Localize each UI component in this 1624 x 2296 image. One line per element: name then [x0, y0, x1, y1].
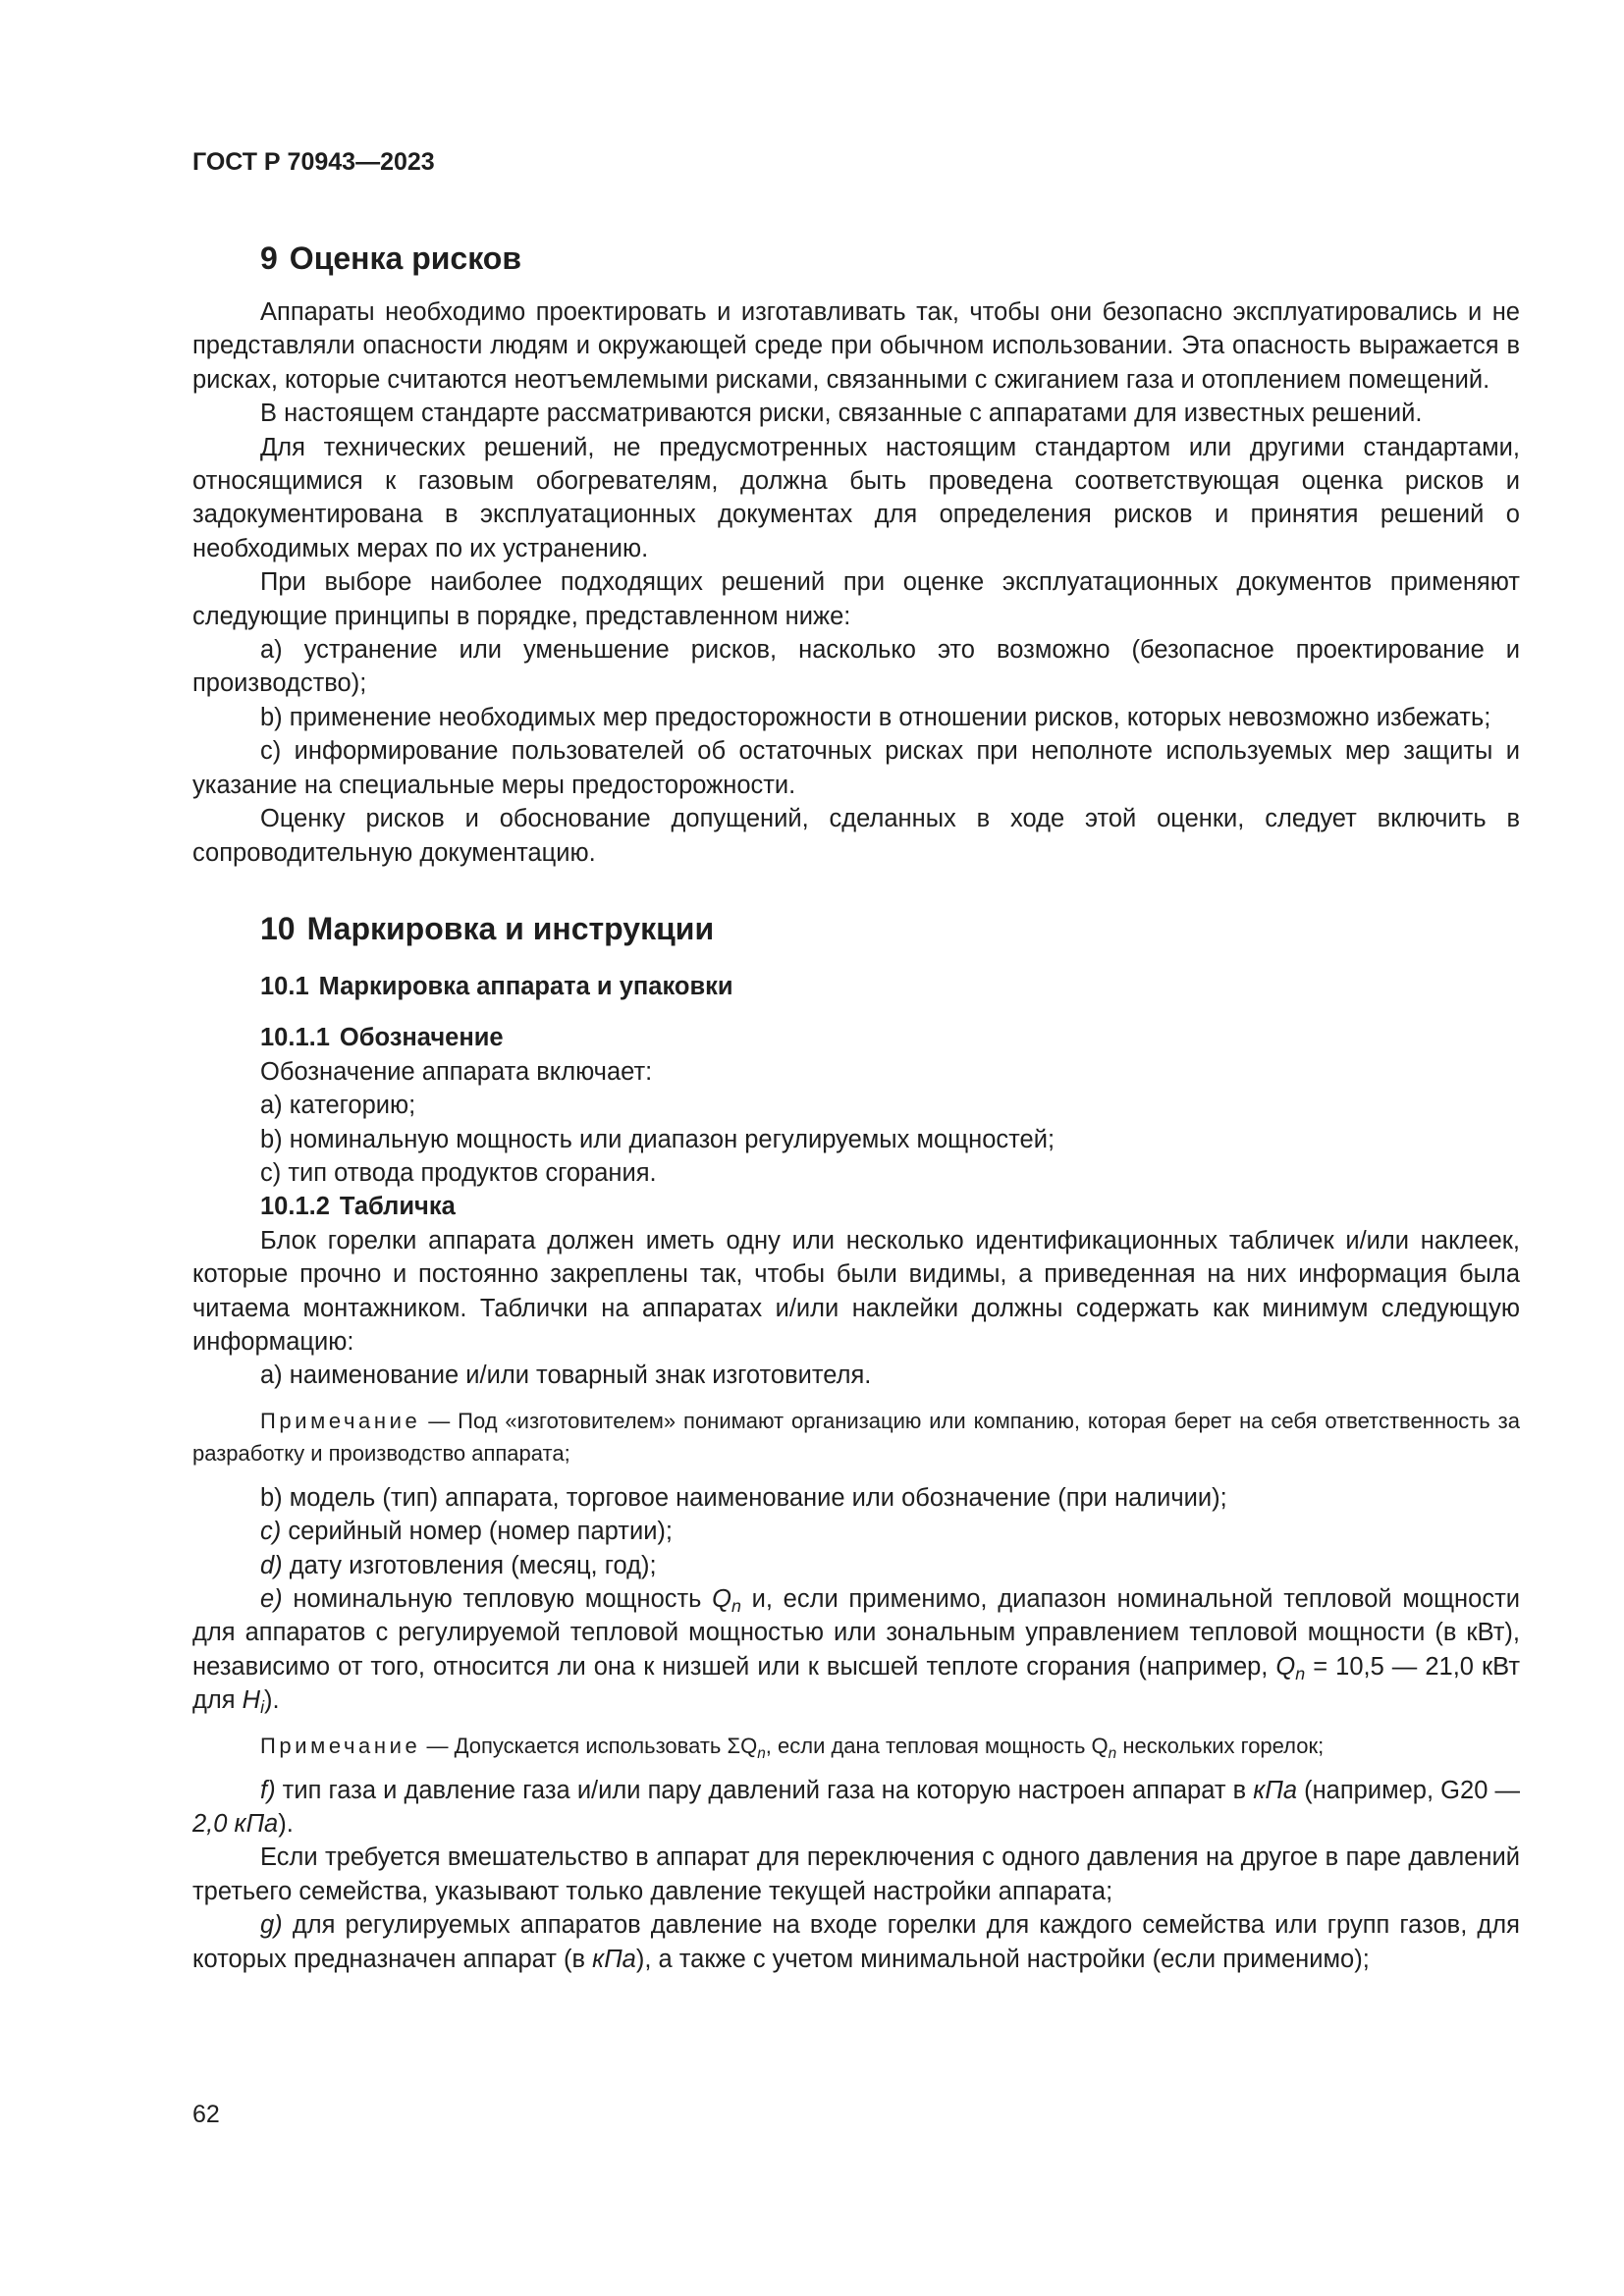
formula-symbol: Q: [1275, 1652, 1296, 1681]
list-item: b) применение необходимых мер предосторожности в отношении рисков, которых невозможно избежать;: [260, 703, 1491, 731]
formula-subscript: n: [1108, 1744, 1117, 1762]
document-id: ГОСТ Р 70943—2023: [192, 148, 435, 176]
paragraph: При выборе наиболее подходящих решений при оценке эксплуатационных документов применяют следующие принципы в порядке, представленном ниже:: [192, 568, 1520, 630]
item-text: ), а также с учетом минимальной настройки (если применимо);: [635, 1945, 1370, 1973]
subsection-title: Обозначение: [339, 1024, 504, 1052]
note-text: — Допускается использовать ΣQ: [420, 1733, 758, 1758]
list-item: [192, 1908, 1520, 1976]
subsection-number: 10.1: [260, 972, 309, 1000]
list-item: c) информирование пользователей об остаточных рисках при неполноте используемых мер защиты и указание на специальные меры предосторожности.: [192, 737, 1520, 799]
subsection-number: 10.1.1: [260, 1024, 330, 1052]
subsection-number: 10.1.2: [260, 1193, 330, 1221]
list-item: а) устранение или уменьшение рисков, насколько это возможно (безопасное проектирование и производство);: [192, 636, 1520, 698]
note-label: Примечание: [260, 1733, 421, 1758]
item-letter: f): [260, 1776, 276, 1804]
paragraph: Аппараты необходимо проектировать и изготавливать так, чтобы они безопасно эксплуатировались и не представляли опасности людям и окружающей среде при обычном использовании. Эта опасность выражается в рисках, которые считаются неотъемлемыми рисками, связанными с сжиганием газа и отоплением помещений.: [192, 298, 1520, 394]
unit: кПа: [592, 1945, 636, 1973]
item-text: для регулируемых аппаратов давление на входе горелки для каждого семейства или групп газов, для которых предназначен аппарат (в: [192, 1911, 1520, 1973]
item-letter: e): [260, 1585, 283, 1613]
subsection-10-1-heading: [192, 970, 1520, 1003]
list-item: [192, 1582, 1520, 1718]
formula-subscript: n: [731, 1596, 741, 1616]
page-number: 62: [192, 2101, 220, 2128]
paragraph: Оценку рисков и обоснование допущений, сделанных в ходе этой оценки, следует включить в сопроводительную документацию.: [192, 805, 1520, 867]
note: [192, 1405, 1520, 1469]
note: [192, 1730, 1520, 1762]
paragraph: Если требуется вмешательство в аппарат для переключения с одного давления на другое в паре давлений третьего семейства, указывают только давление текущей настройки аппарата;: [192, 1843, 1520, 1905]
list-item: a) категорию;: [260, 1092, 416, 1120]
item-text: = 10,5 — 21,0 кВт для: [192, 1652, 1520, 1715]
paragraph: В настоящем стандарте рассматриваются риски, связанные с аппаратами для известных решений.: [260, 400, 1423, 428]
note-text: , если дана тепловая мощность Q: [765, 1733, 1109, 1758]
formula-subscript: i: [260, 1697, 265, 1718]
note-text: — Под «изготовителем» понимают организацию или компанию, которая берет на себя ответственность за разработку и производство аппарата;: [192, 1408, 1520, 1466]
item-text: и, если применимо, диапазон номинальной тепловой мощности для аппаратов с регулируемой тепловой мощностью или зональным управлением тепловой мощности (в кВт), независимо от того, относится ли она к низшей или к высшей теплоте сгорания (например,: [192, 1585, 1520, 1681]
list-item: b) модель (тип) аппарата, торговое наименование или обозначение (при наличии);: [260, 1483, 1227, 1512]
item-letter: c): [260, 1518, 282, 1546]
paragraph: Блок горелки аппарата должен иметь одну или несколько идентификационных табличек и/или наклеек, которые прочно и постоянно закреплены так, чтобы были видимы, а приведенная на них информация была читаема монтажником. Таблички на аппаратах и/или наклейки должны содержать как минимум следующую информацию:: [192, 1226, 1520, 1356]
list-item: c) тип отвода продуктов сгорания.: [260, 1158, 657, 1187]
list-item: [192, 1774, 1520, 1842]
section-title: Маркировка и инструкции: [306, 910, 715, 946]
item-text: дату изготовления (месяц, год);: [282, 1551, 657, 1579]
subsection-10-1-2-heading: [192, 1190, 1520, 1223]
item-letter: g): [260, 1911, 283, 1940]
formula-subscript: n: [757, 1744, 766, 1762]
subsection-10-1-1-heading: [192, 1021, 1520, 1054]
section-10-heading: [192, 909, 1520, 948]
item-letter: d): [260, 1551, 283, 1579]
item-text: тип газа и давление газа и/или пару давлений газа на которую настроен аппарат в: [275, 1776, 1254, 1804]
list-item: [192, 1515, 1520, 1548]
note-label: Примечание: [260, 1408, 421, 1433]
formula-subscript: n: [1295, 1663, 1306, 1683]
item-text: ).: [278, 1810, 294, 1839]
subsection-title: Табличка: [339, 1193, 456, 1221]
subsection-title: Маркировка аппарата и упаковки: [318, 972, 733, 1000]
section-number: 9: [260, 240, 278, 276]
list-item: b) номинальную мощность или диапазон регулируемых мощностей;: [260, 1125, 1056, 1153]
formula-symbol: Q: [712, 1585, 732, 1613]
item-text: номинальную тепловую мощность: [282, 1585, 713, 1613]
section-9-heading: [192, 239, 1520, 278]
list-item: [192, 1549, 1520, 1582]
paragraph: Для технических решений, не предусмотренных настоящим стандартом или другими стандартами, относящимися к газовым обогревателям, должна быть проведена соответствующая оценка рисков и задокументирована в эксплуатационных документах для определения рисков и принятия решений о необходимых мерах по их устранению.: [192, 433, 1520, 562]
item-text: серийный номер (номер партии);: [281, 1518, 674, 1546]
unit: кПа: [1253, 1776, 1297, 1804]
list-item: a) наименование и/или товарный знак изготовителя.: [260, 1362, 872, 1390]
item-text: ).: [264, 1686, 280, 1715]
section-title: Оценка рисков: [289, 240, 522, 276]
document-page: [192, 145, 1520, 1976]
item-text: (например, G20 —: [1297, 1776, 1520, 1804]
formula-symbol: H: [242, 1686, 261, 1715]
value: 2,0 кПа: [192, 1810, 279, 1839]
paragraph: Обозначение аппарата включает:: [260, 1057, 653, 1086]
section-number: 10: [260, 910, 296, 946]
note-text: нескольких горелок;: [1116, 1733, 1325, 1758]
